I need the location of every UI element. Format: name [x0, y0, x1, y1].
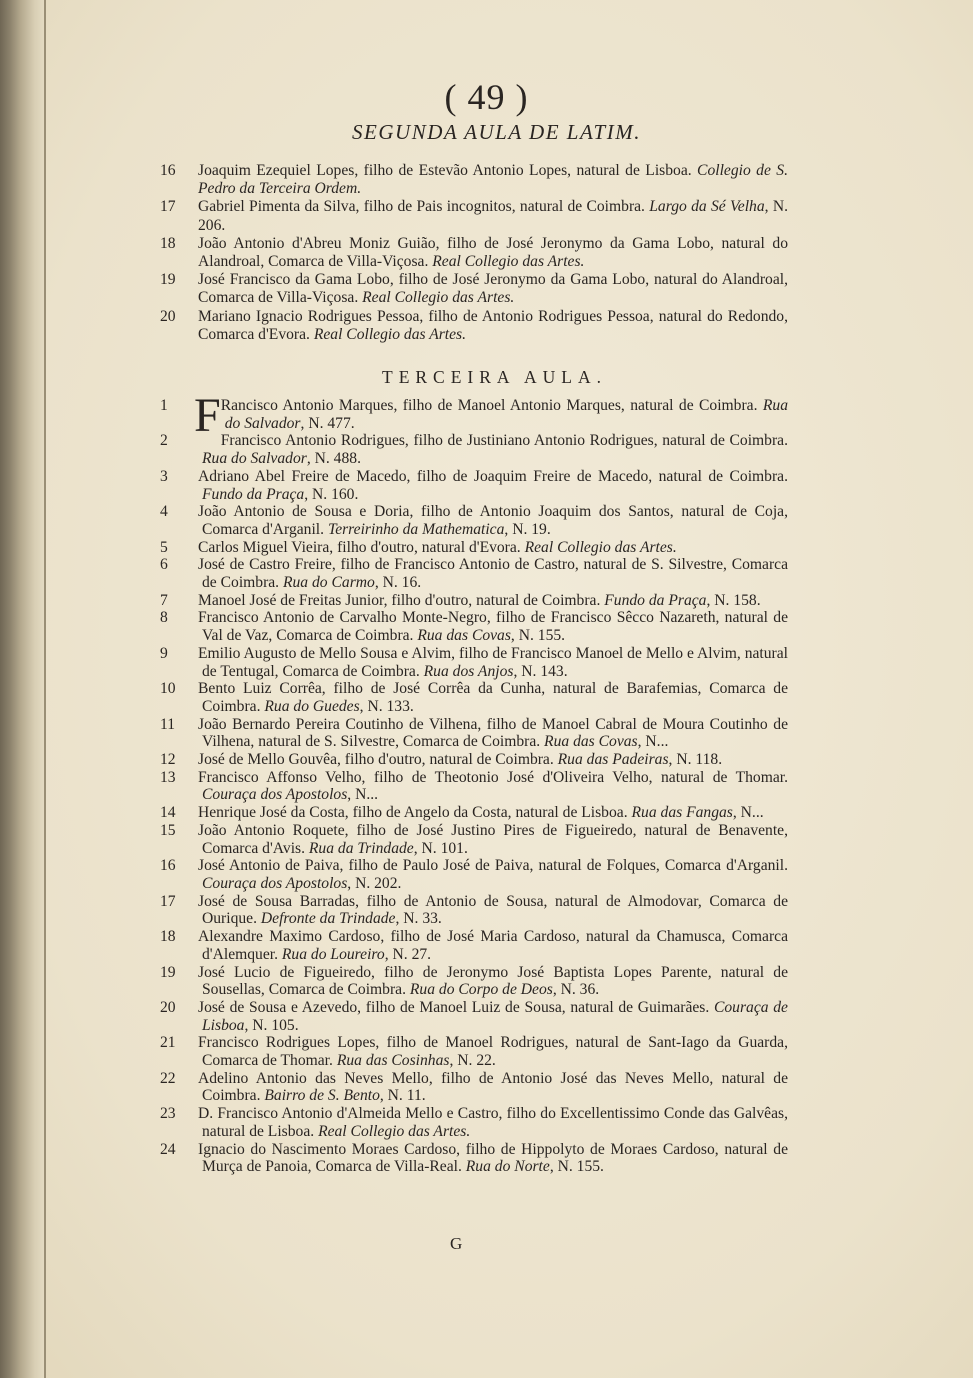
entry-description: Francisco Rodrigues Lopes, filho de Manoel Rodrigues, natural de Sant-Iago da Guarda, Comarca de Thomar. [198, 1034, 788, 1070]
entry-text [198, 1070, 788, 1105]
entry-description: José Antonio de Paiva, filho de Paulo José de Paiva, natural de Folques, Comarca d'Arganil. [198, 857, 788, 875]
list-item [160, 964, 788, 999]
entry-house-number: , N... [347, 786, 379, 804]
list-item [160, 857, 788, 892]
entry-house-number: , N. 19. [504, 520, 551, 538]
entry-description: José de Castro Freire, filho de Francisco Antonio de Castro, natural de S. Silvestre, Comarca de Coimbra. [198, 556, 788, 592]
list-item [160, 928, 788, 963]
entry-address: Real Collegio das Artes. [313, 325, 467, 343]
entry-number: 6 [160, 556, 168, 574]
entry-text [198, 308, 788, 344]
list-item [160, 1034, 788, 1069]
list-item [160, 822, 788, 857]
entry-text [198, 609, 788, 644]
entry-number: 14 [160, 804, 176, 822]
entry-address: Couraça de Lisboa [202, 998, 788, 1034]
entry-house-number: , N. 488. [306, 450, 361, 468]
entry-address: Couraça dos Apostolos [202, 786, 348, 804]
entry-number: 2 [160, 432, 168, 450]
entry-house-number: , N. 101. [413, 839, 468, 857]
entry-text [198, 964, 788, 999]
list-item [160, 999, 788, 1034]
entry-description: José Lucio de Figueiredo, filho de Jeronymo José Baptista Lopes Parente, natural de Sousellas, Comarca de Coimbra. [198, 963, 788, 999]
entry-description: Henrique José da Costa, filho de Angelo da Costa, natural de Lisboa. [198, 804, 632, 822]
entry-number: 3 [160, 467, 168, 485]
entry-text [198, 680, 788, 715]
section-title-segunda-aula: SEGUNDA AULA DE LATIM. [352, 120, 641, 144]
entry-address: Rua da Trindade [308, 839, 414, 857]
entry-description: Carlos Miguel Vieira, filho d'outro, natural d'Evora. [198, 538, 525, 556]
entry-text [198, 235, 788, 271]
entry-address: Rua do Salvador [224, 397, 788, 432]
entry-house-number: , N. 118. [668, 751, 723, 769]
entry-address: Largo da Sé Velha [649, 198, 765, 216]
entry-house-number: , N. 155. [510, 627, 566, 645]
list-item [160, 271, 788, 307]
entry-description: Manoel José de Freitas Junior, filho d'outro, natural de Coimbra. [198, 591, 605, 609]
entry-description: José de Mello Gouvêa, filho d'outro, natural de Coimbra. [198, 751, 558, 769]
page-number: ( 49 ) [444, 77, 529, 117]
entry-number: 17 [160, 198, 176, 216]
entry-number: 10 [160, 680, 176, 698]
entry-text [198, 769, 788, 804]
list-item [160, 162, 788, 198]
section-title-terceira-aula: TERCEIRA AULA. [382, 367, 607, 387]
entry-description: João Antonio d'Abreu Moniz Guião, filho de José Jeronymo da Gama Lobo, natural do Alandroal, Comarca de Villa-Viçosa. [198, 234, 788, 271]
entry-number: 18 [160, 928, 176, 946]
entry-text [198, 468, 788, 503]
entry-text [198, 751, 788, 769]
list-item [160, 592, 788, 610]
entry-text [198, 893, 788, 928]
entry-address: Rua do Norte [465, 1158, 550, 1176]
list-item [160, 503, 788, 538]
list-item [160, 751, 788, 769]
entry-number: 13 [160, 768, 176, 786]
list-item [160, 198, 788, 234]
entry-text [198, 857, 788, 892]
entry-number: 5 [160, 538, 168, 556]
list-item [160, 1070, 788, 1105]
drop-cap: F [194, 389, 221, 442]
entry-address: Rua do Guedes [264, 697, 360, 715]
entry-address: Rua das Padeiras [557, 751, 669, 769]
entry-description: Gabriel Pimenta da Silva, filho de Pais incognitos, natural de Coimbra. [198, 198, 650, 216]
entry-text [198, 1141, 788, 1176]
list-item [160, 308, 788, 344]
entry-text [198, 556, 788, 591]
entry-address: Terreirinho da Mathematica [327, 520, 505, 538]
entry-description: Joaquim Ezequiel Lopes, filho de Estevão Antonio Lopes, natural de Lisboa. [198, 162, 698, 179]
entry-number: 21 [160, 1034, 176, 1052]
entry-description: José de Sousa Barradas, filho de Antonio de Sousa, natural de Almodovar, Comarca de Ourique. [198, 892, 788, 928]
entry-number: 24 [160, 1140, 176, 1158]
entry-description: Ignacio do Nascimento Moraes Cardoso, filho de Hippolyto de Moraes Cardoso, natural de Murça de Panoia, Comarca de Villa-Real. [198, 1140, 788, 1176]
entry-text [198, 645, 788, 680]
entry-house-number: , N. 133. [359, 697, 414, 715]
entry-address: Couraça dos Apostolos [202, 874, 348, 892]
entry-description: João Antonio de Sousa e Doria, filho de Antonio Joaquim dos Santos, natural de Coja, Comarca d'Arganil. [198, 503, 788, 538]
list-item [160, 645, 788, 680]
entry-house-number: , N. 143. [513, 662, 568, 680]
entry-address: Rua das Cosinhas [336, 1052, 450, 1070]
list-item [160, 680, 788, 715]
list-item [160, 1141, 788, 1176]
list-item [160, 893, 788, 928]
entry-house-number: , N... [637, 733, 669, 751]
entry-number: 1 [160, 397, 168, 414]
entry-address: Rua do Carmo [282, 574, 375, 592]
entry-house-number: , N. 477. [300, 414, 355, 432]
entry-number: 16 [160, 162, 176, 179]
entry-text [198, 999, 788, 1034]
entry-text [198, 198, 788, 234]
entry-number: 18 [160, 234, 176, 252]
entry-number: 11 [160, 715, 176, 733]
terceira-entries-list [160, 389, 788, 1176]
entry-address: Rua das Covas [417, 627, 511, 645]
entry-text [198, 928, 788, 963]
entry-description: João Antonio Roquete, filho de José Justino Pires de Figueiredo, natural de Benavente, Comarca d'Avis. [198, 821, 788, 857]
entry-text [198, 1034, 788, 1069]
entry-address: Rua do Loureiro [281, 945, 385, 963]
binding-edge [44, 0, 46, 1378]
entry-house-number: , N. 33. [395, 910, 442, 928]
list-item [160, 468, 788, 503]
list-item [160, 432, 788, 467]
latin-entries-list [160, 162, 788, 344]
list-item [160, 1105, 788, 1140]
entry-description: Francisco Affonso Velho, filho de Theotonio José d'Oliveira Velho, natural de Thomar. [198, 768, 788, 786]
entry-address: Rua do Salvador [202, 450, 307, 468]
entry-text [198, 592, 788, 610]
entry-address: Real Collegio das Artes. [432, 253, 585, 271]
entry-address: Collegio de S. Pedro da Terceira Ordem. [198, 162, 788, 198]
entry-address: Rua do Corpo de Deos [409, 981, 553, 999]
list-item [160, 539, 788, 557]
entry-number: 9 [160, 644, 168, 662]
entry-address: Real Collegio das Artes. [524, 538, 677, 556]
entry-number: 22 [160, 1069, 176, 1087]
entry-number: 12 [160, 751, 176, 769]
entry-house-number: , N. 160. [304, 485, 359, 503]
entry-number: 19 [160, 271, 176, 289]
entry-number: 16 [160, 857, 176, 875]
entry-description: Emilio Augusto de Mello Sousa e Alvim, filho de Francisco Manoel de Mello e Alvim, natural de Tentugal, Comarca de Coimbra. [198, 644, 788, 680]
entry-description: José Francisco da Gama Lobo, filho de José Jeronymo da Gama Lobo, natural do Alandroal, Comarca de Villa-Viçosa. [198, 271, 788, 307]
entry-house-number: , N. 155. [549, 1158, 604, 1176]
entry-number: 17 [160, 892, 176, 910]
entry-text [198, 539, 788, 557]
signature-mark: G [450, 1234, 463, 1253]
entry-description: D. Francisco Antonio d'Almeida Mello e Castro, filho do Excellentissimo Conde das Galvêas, natural de Lisboa. [198, 1105, 788, 1140]
book-binding-gutter [0, 0, 46, 1378]
entry-number: 15 [160, 821, 176, 839]
entry-house-number: , N... [732, 804, 764, 822]
entry-number: 23 [160, 1105, 176, 1123]
entry-number: 7 [160, 591, 168, 609]
entry-text [198, 1105, 788, 1140]
entry-address: Rua das Covas [544, 733, 638, 751]
list-item [160, 235, 788, 271]
entry-house-number: , N. 206. [198, 198, 788, 234]
entry-house-number: , N. 158. [706, 591, 761, 609]
entry-number: 8 [160, 609, 168, 627]
entry-description: Alexandre Maximo Cardoso, filho de José Maria Cardoso, natural da Chamusca, Comarca d'Alemquer. [198, 928, 788, 963]
entry-text [198, 432, 788, 467]
entry-address: Fundo da Praça [202, 485, 305, 503]
entry-text [198, 503, 788, 538]
entry-description: Francisco Antonio Rodrigues, filho de Justiniano Antonio Rodrigues, natural de Coimbra. [220, 432, 788, 450]
entry-description: Rancisco Antonio Marques, filho de Manoel Antonio Marques, natural de Coimbra. [220, 397, 763, 414]
entry-text [198, 804, 788, 822]
entry-house-number: , N. 105. [244, 1016, 299, 1034]
entry-text [198, 271, 788, 307]
entry-number: 20 [160, 998, 176, 1016]
list-item [160, 769, 788, 804]
entry-number: 4 [160, 503, 168, 521]
entry-address: Real Collegio das Artes. [318, 1122, 471, 1140]
entry-number: 19 [160, 963, 176, 981]
entry-description: Adriano Abel Freire de Macedo, filho de Joaquim Freire de Macedo, natural de Coimbra. [198, 467, 788, 485]
entry-number: 20 [160, 307, 176, 325]
entry-description: José de Sousa e Azevedo, filho de Manoel Luiz de Sousa, natural de Guimarães. [198, 998, 714, 1016]
entry-address: Bairro de S. Bento [264, 1087, 380, 1105]
entry-address: Rua dos Anjos [423, 662, 514, 680]
list-item [160, 609, 788, 644]
entry-house-number: , N. 22. [449, 1052, 496, 1070]
entry-address: Defronte da Trindade [260, 910, 396, 928]
entry-text [198, 716, 788, 751]
entry-text [198, 822, 788, 857]
entry-house-number: , N. 16. [374, 574, 422, 592]
entry-description: João Bernardo Pereira Coutinho de Vilhena, filho de Manoel Cabral de Moura Coutinho de Vilhena, natural de S. Silvestre, Comarca de Coimbra. [198, 715, 788, 751]
entry-house-number: , N. 36. [552, 981, 600, 999]
entry-description: Bento Luiz Corrêa, filho de José Corrêa da Cunha, natural de Barafemias, Comarca de Coimbra. [198, 680, 788, 715]
entry-house-number: , N. 202. [347, 874, 402, 892]
list-item [160, 716, 788, 751]
entry-address: Rua das Fangas [631, 804, 733, 822]
entry-description: Adelino Antonio das Neves Mello, filho de Antonio José das Neves Mello, natural de Coimbra. [198, 1069, 788, 1105]
entry-house-number: , N. 11. [379, 1087, 426, 1105]
list-item [160, 804, 788, 822]
entry-address: Real Collegio das Artes. [362, 289, 515, 307]
entry-description: Mariano Ignacio Rodrigues Pessoa, filho de Antonio Rodrigues Pessoa, natural do Redondo, Comarca d'Evora. [198, 307, 788, 343]
list-item [160, 556, 788, 591]
entry-description: Francisco Antonio de Carvalho Monte-Negro, filho de Francisco Sêcco Nazareth, natural de Val de Vaz, Comarca de Coimbra. [198, 609, 788, 645]
entry-text [198, 162, 788, 198]
entry-address: Fundo da Praça [604, 591, 707, 609]
entry-house-number: , N. 27. [384, 945, 432, 963]
